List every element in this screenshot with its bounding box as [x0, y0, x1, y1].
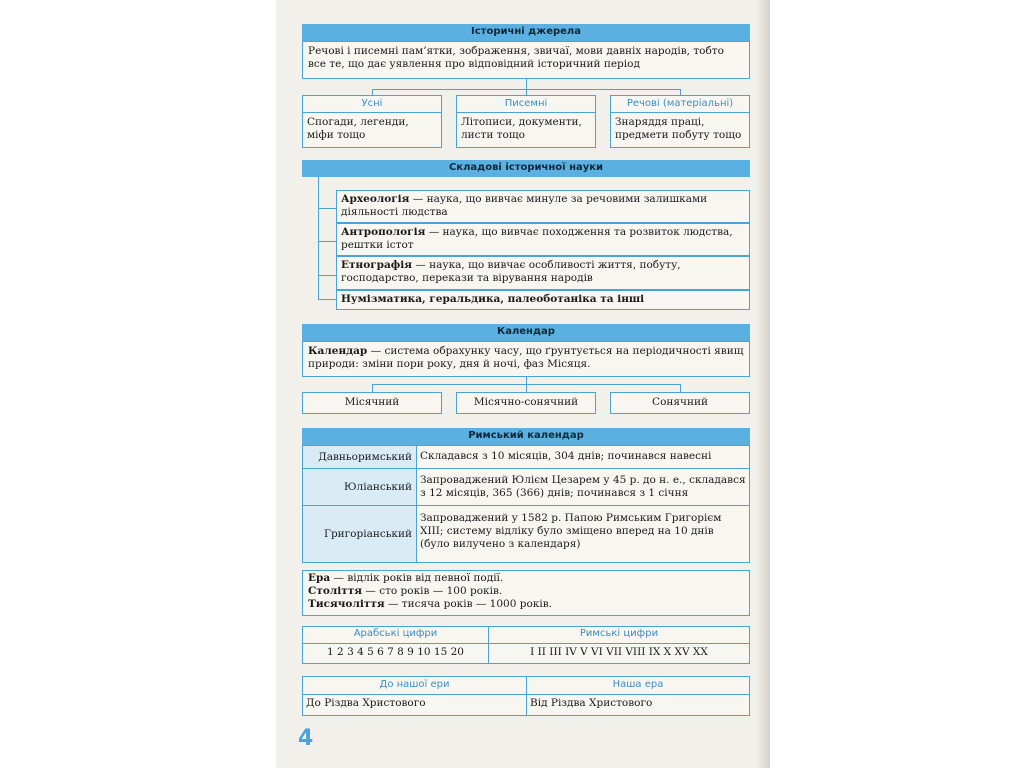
- roman-row-name: Григоріанський: [303, 506, 417, 562]
- era-term: Століття: [308, 585, 363, 597]
- source-type-label: Речові (матеріальні): [611, 96, 749, 113]
- era-line: [308, 598, 744, 611]
- source-type-oral: [302, 95, 442, 148]
- component-ethnography: [336, 256, 750, 290]
- roman-row-text: Запроваджений у 1582 р. Папою Римським Григорієм XIII; систему відліку було зміщено вперед на 10 днів (було вилучено з календаря): [420, 512, 722, 550]
- calendar-header: Календар: [302, 324, 750, 341]
- bc-label: До нашої ери: [379, 679, 450, 690]
- connector: [318, 275, 336, 276]
- connector: [526, 384, 527, 392]
- connector: [318, 299, 336, 300]
- era-text: — відлік років від певної події.: [330, 572, 504, 584]
- sources-header: Історичні джерела: [302, 24, 750, 41]
- calendar-term: Календар: [308, 345, 368, 357]
- source-type-text: Спогади, легенди, міфи тощо: [307, 116, 409, 141]
- calendar-type-lunisolar: Місячно-сонячний: [456, 392, 596, 414]
- bc-text: До Різдва Христового: [306, 697, 426, 709]
- divider: [303, 643, 749, 644]
- connector: [526, 79, 527, 89]
- component-term: Антропологія: [341, 226, 426, 238]
- era-term: Ера: [308, 572, 331, 584]
- component-definition: — наука, що вивчає походження та розвиток людства, рештки істот: [341, 226, 733, 251]
- source-type-written: [456, 95, 596, 148]
- calendar-type-lunar: Місячний: [302, 392, 442, 414]
- source-type-text: Знаряддя праці, предмети побуту тощо: [615, 116, 742, 141]
- source-type-label: Писемні: [457, 96, 595, 113]
- era-definitions: [302, 570, 750, 616]
- roman-row-name: Давньоримський: [303, 446, 417, 468]
- roman-numerals: I II III IV V VI VII VIII IX X XV XX: [530, 646, 708, 658]
- source-type-text: Літописи, документи, листи тощо: [461, 116, 582, 141]
- roman-calendar-header: Римський календар: [302, 428, 750, 445]
- page-edge: [756, 0, 770, 768]
- ad-text: Від Різдва Христового: [530, 697, 653, 709]
- roman-row-name: Юліанський: [303, 469, 417, 505]
- connector: [680, 384, 681, 392]
- divider: [303, 694, 749, 695]
- connector: [318, 241, 336, 242]
- ad-label: Наша ера: [612, 679, 664, 690]
- component-other: [336, 290, 750, 310]
- component-term: Етнографія: [341, 259, 412, 271]
- tree-trunk: [318, 177, 319, 299]
- components-header: Складові історичної науки: [302, 160, 750, 177]
- component-term: Нумізматика, геральдика, палеоботаніка та інші: [341, 293, 645, 305]
- arabic-numerals: 1 2 3 4 5 6 7 8 9 10 15 20: [327, 646, 464, 658]
- roman-numerals-label: Римські цифри: [579, 628, 659, 639]
- component-archaeology: [336, 190, 750, 223]
- era-line: [308, 572, 744, 585]
- connector: [372, 384, 373, 392]
- roman-row-text: Запроваджений Юлієм Цезарем у 45 р. до н. е., складався з 12 місяців, 365 (366) днів; починався з 1 січня: [420, 474, 746, 499]
- era-term: Тисячоліття: [308, 598, 385, 610]
- sources-definition: Речові і писемні пам’ятки, зображення, звичаї, мови давніх народів, тобто все те, що дає уявлення про відповідний історичний період: [302, 41, 750, 79]
- era-text: — тисяча років — 1000 років.: [384, 598, 552, 610]
- calendar-type-solar: Сонячний: [610, 392, 750, 414]
- component-term: Археологія: [341, 193, 410, 205]
- connector: [318, 208, 336, 209]
- arabic-numerals-label: Арабські цифри: [353, 628, 438, 639]
- component-definition: — наука, що вивчає особливості життя, побуту, господарство, перекази та вірування народів: [341, 259, 681, 284]
- source-type-label: Усні: [303, 96, 441, 113]
- roman-row-text: Складався з 10 місяців, 304 днів; починався навесні: [420, 450, 712, 462]
- era-line: [308, 585, 744, 598]
- page-number: 4: [298, 726, 314, 751]
- connector: [526, 377, 527, 384]
- component-anthropology: [336, 223, 750, 256]
- source-type-material: [610, 95, 750, 148]
- era-text: — сто років — 100 років.: [362, 585, 503, 597]
- calendar-definition: [302, 341, 750, 377]
- component-definition: — наука, що вивчає минуле за речовими залишками діяльності людства: [341, 193, 708, 218]
- calendar-text: — система обрахунку часу, що ґрунтується на періодичності явищ природи: зміни пори року, дня й ночі, фаз Місяця.: [308, 345, 744, 370]
